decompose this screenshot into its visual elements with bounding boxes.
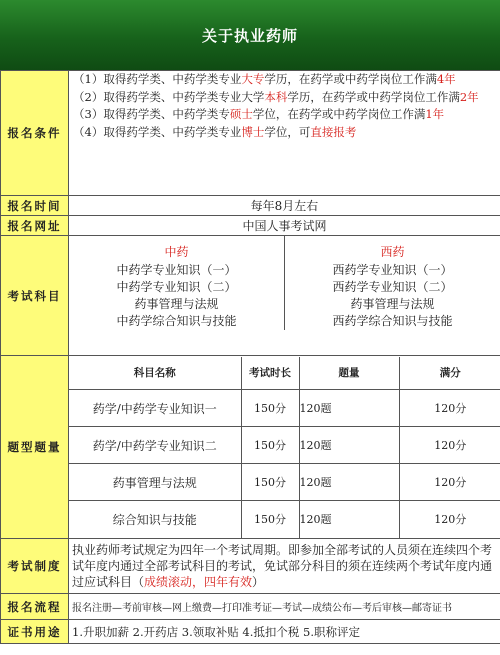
cell-count: 120题 [299, 464, 399, 501]
label-questions: 题型题量 [1, 356, 69, 539]
cell-score: 120分 [399, 464, 500, 501]
subject-item: 西药学专业知识（一） [332, 263, 453, 277]
cell-subject: 药学/中药学专业知识二 [69, 427, 241, 464]
subjects-content [69, 236, 500, 356]
cell-score: 120分 [399, 501, 500, 538]
subjects-western-column [284, 236, 500, 330]
row-system [1, 539, 500, 594]
page-title: 关于执业药师 [201, 26, 298, 45]
subject-item: 西药学综合知识与技能 [332, 314, 453, 328]
cell-count: 120题 [299, 390, 399, 427]
column-header: 考试时长 [241, 357, 299, 390]
subjects-tcm-column [69, 236, 284, 330]
label-time: 报名时间 [1, 196, 69, 216]
title-banner [0, 0, 500, 70]
subject-item: 药事管理与法规 [350, 297, 435, 311]
cell-duration: 150分 [241, 501, 299, 538]
requirement-item: （2）取得药学类、中药学类专业大学本科学历，在药学或中药学岗位工作满2年 [73, 89, 479, 104]
row-requirements [1, 71, 500, 196]
info-table [0, 70, 500, 644]
cell-subject: 药事管理与法规 [69, 464, 241, 501]
subject-item: 药事管理与法规 [134, 297, 219, 311]
cell-subject: 药学/中药学专业知识一 [69, 390, 241, 427]
process-value: 报名注册—考前审核—网上缴费—打印准考证—考试—成绩公布—考后审核—邮寄证书 [69, 594, 500, 620]
row-usage [1, 620, 500, 644]
site-value[interactable]: 中国人事考试网 [69, 216, 500, 236]
usage-value: 1.升职加薪 2.开药店 3.领取补贴 4.抵扣个税 5.职称评定 [69, 620, 500, 644]
cell-duration: 150分 [241, 464, 299, 501]
column-header: 科目名称 [69, 357, 241, 390]
table-row [69, 390, 500, 427]
row-subjects [1, 236, 500, 356]
row-time [1, 196, 500, 216]
questions-table [69, 357, 500, 538]
requirements-content [69, 71, 500, 196]
table-row [69, 501, 500, 538]
requirement-item: （1）取得药学类、中药学类专业大专学历，在药学或中药学岗位工作满4年 [73, 72, 456, 86]
cell-count: 120题 [299, 501, 399, 538]
row-site [1, 216, 500, 236]
questions-content [69, 356, 500, 539]
cell-duration: 150分 [241, 427, 299, 464]
system-content: 执业药师考试规定为四年一个考试周期。即参加全部考试的人员须在连续四个考试年度内通过全部考试科目的考试，免试部分科目的须在连续两个考试年度内通过应试科目（成绩滚动，四年有效） [69, 539, 500, 594]
cell-duration: 150分 [241, 390, 299, 427]
cell-count: 120题 [299, 427, 399, 464]
subjects-tcm-heading: 中药 [164, 245, 189, 259]
subject-item: 中药学专业知识（一） [116, 263, 237, 277]
row-process [1, 594, 500, 620]
subject-item: 西药学专业知识（二） [332, 280, 453, 294]
subject-item: 中药学综合知识与技能 [116, 314, 237, 328]
requirement-item: （4）取得药学类、中药学类专业博士学位，可直接报考 [73, 124, 357, 139]
column-header: 满分 [399, 357, 500, 390]
label-usage: 证书用途 [1, 620, 69, 644]
requirement-item: （3）取得药学类、中药学类专硕士学位，在药学或中药学岗位工作满1年 [73, 107, 445, 122]
subject-item: 中药学专业知识（二） [116, 280, 237, 294]
cell-score: 120分 [399, 390, 500, 427]
cell-score: 120分 [399, 427, 500, 464]
subjects-western-heading: 西药 [380, 245, 405, 259]
cell-subject: 综合知识与技能 [69, 501, 241, 538]
label-process: 报名流程 [1, 594, 69, 620]
row-questions [1, 356, 500, 539]
table-row [69, 427, 500, 464]
label-site: 报名网址 [1, 216, 69, 236]
label-requirements: 报名条件 [1, 71, 69, 196]
label-subjects: 考试科目 [1, 236, 69, 356]
table-row [69, 464, 500, 501]
label-system: 考试制度 [1, 539, 69, 594]
time-value: 每年8月左右 [69, 196, 500, 216]
questions-header-row [69, 357, 500, 390]
column-header: 题量 [299, 357, 399, 390]
